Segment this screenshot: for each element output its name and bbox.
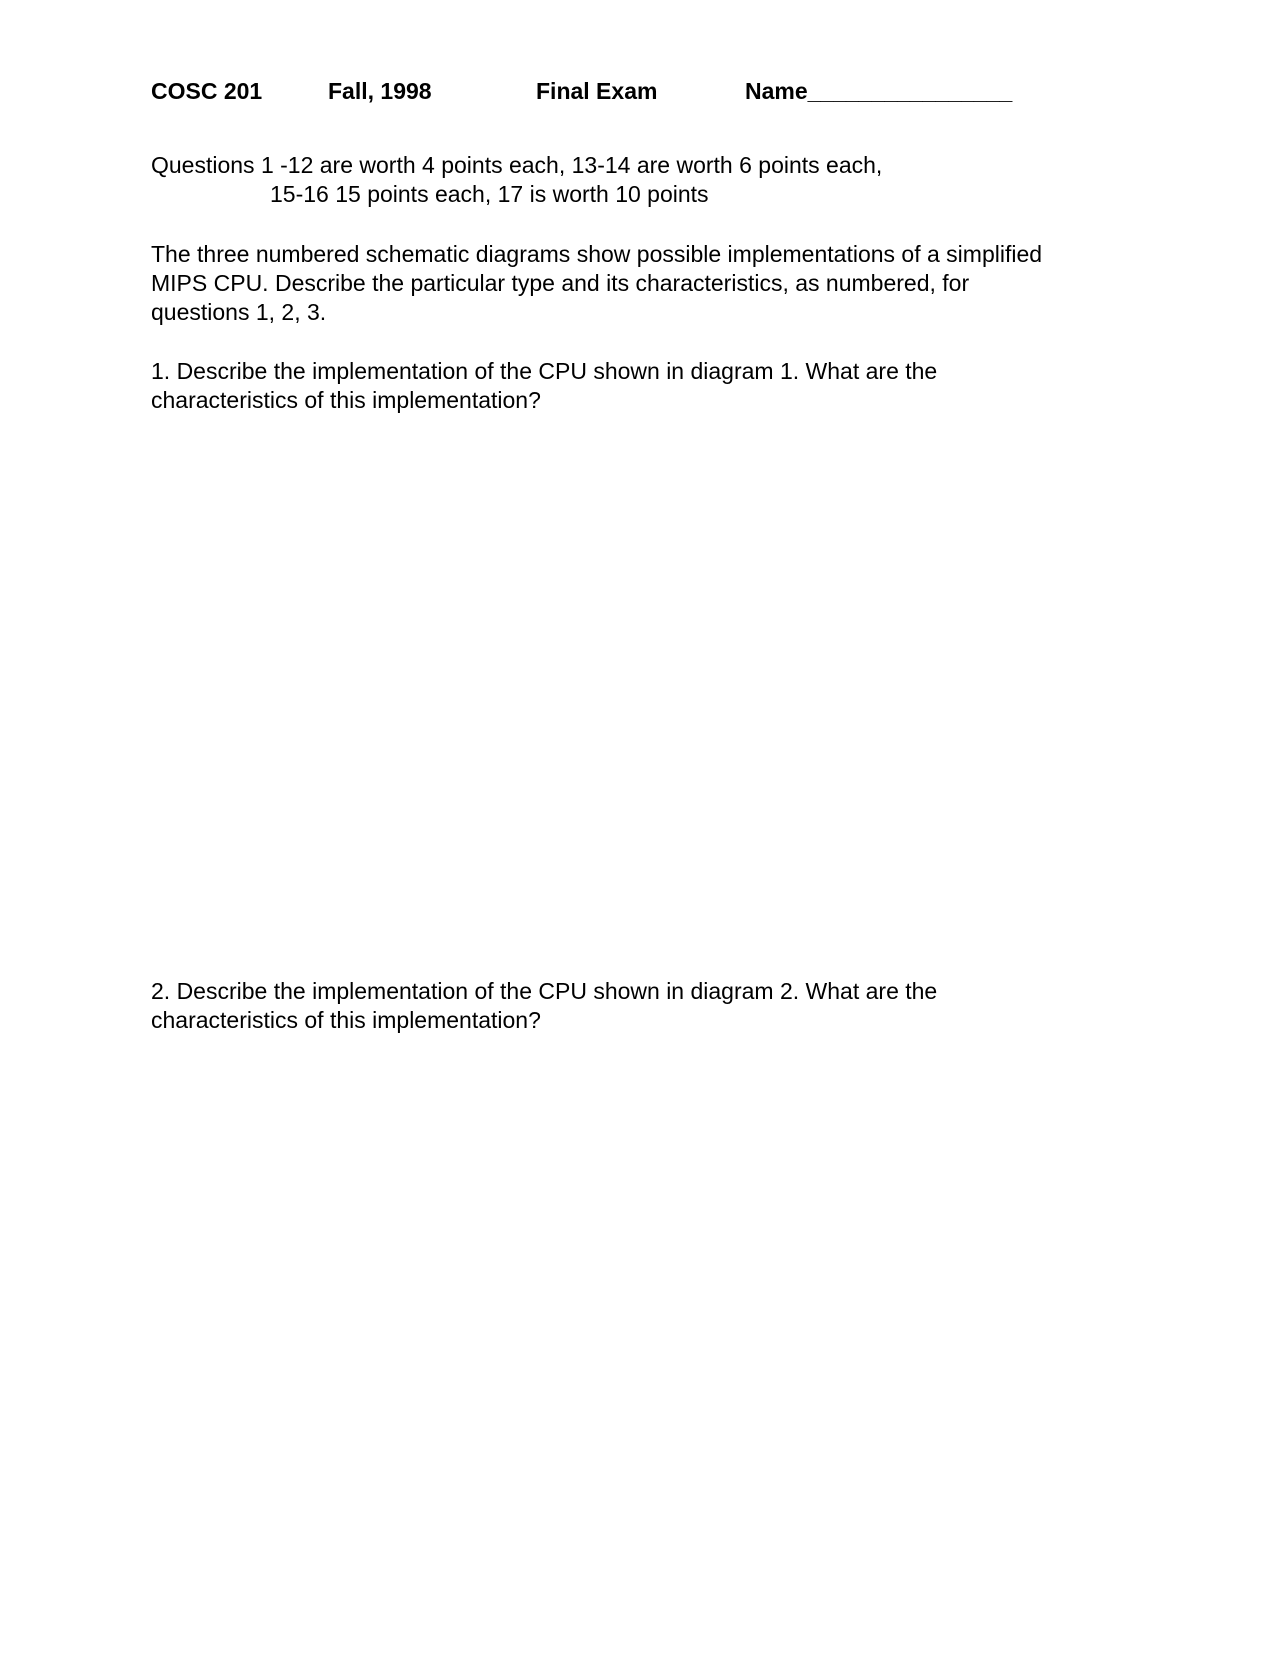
question-2-line: 2. Describe the implementation of the CPU shown in diagram 2. What are the <box>151 978 938 1004</box>
exam-header <box>0 72 1280 112</box>
points-info-line-1: Questions 1 -12 are worth 4 points each, 13-14 are worth 6 points each, <box>151 152 883 178</box>
question-1-line: 1. Describe the implementation of the CPU shown in diagram 1. What are the <box>151 358 938 384</box>
question-2-answer-space <box>151 1040 1131 1600</box>
exam-title: Final Exam <box>536 78 658 104</box>
instructions-line: MIPS CPU. Describe the particular type and its characteristics, as numbered, for <box>151 270 970 296</box>
question-1 <box>151 357 937 415</box>
student-name-field: Name________________ <box>745 78 1013 104</box>
instructions-line: questions 1, 2, 3. <box>151 299 327 325</box>
instructions-paragraph <box>151 240 1042 327</box>
points-info-line-2: 15-16 15 points each, 17 is worth 10 points <box>270 181 709 207</box>
term-label: Fall, 1998 <box>328 78 432 104</box>
instructions-line: The three numbered schematic diagrams show possible implementations of a simplified <box>151 241 1043 267</box>
question-1-line: characteristics of this implementation? <box>151 387 541 413</box>
course-code: COSC 201 <box>151 78 263 104</box>
question-2-line: characteristics of this implementation? <box>151 1007 541 1033</box>
question-1-answer-space <box>151 420 1131 960</box>
question-2 <box>151 977 937 1035</box>
